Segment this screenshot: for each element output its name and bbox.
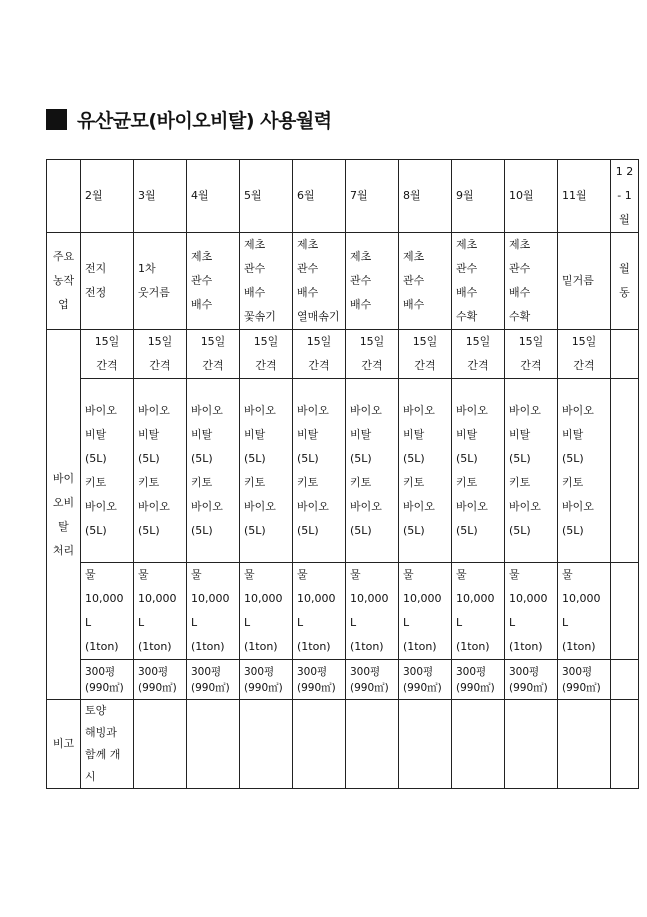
cell-line: 15일 <box>94 335 120 348</box>
month-header-last <box>611 160 639 233</box>
empty-cell <box>611 660 639 700</box>
cell-line: 제초 <box>456 238 478 251</box>
cell-line: (5L) <box>297 523 319 537</box>
empty-cell <box>558 700 611 789</box>
area-cell <box>240 660 293 700</box>
cell-line: 물 <box>244 568 255 581</box>
cell-line: L <box>562 616 569 629</box>
cell-line: (1ton) <box>297 640 331 653</box>
cell-line: 바이오 <box>456 499 488 513</box>
cell-line: 바이오 <box>350 403 382 417</box>
cell-line: 바이오 <box>562 499 594 513</box>
cell-line: 바이오 <box>85 403 117 417</box>
product-cell <box>134 379 187 563</box>
cell-line: 제초 <box>509 238 531 251</box>
crop-work-cell <box>81 233 134 330</box>
cell-line: 물 <box>191 568 202 581</box>
interval-row <box>47 330 639 379</box>
empty-cell <box>611 563 639 660</box>
cell-line: 배수 <box>244 286 266 299</box>
cell-line: (990㎡) <box>85 681 124 694</box>
crop-work-row <box>47 233 639 330</box>
water-row <box>47 563 639 660</box>
product-row <box>47 379 639 563</box>
cell-line: (990㎡) <box>403 681 442 694</box>
cell-line: 비고 <box>52 737 75 750</box>
empty-cell <box>346 700 399 789</box>
cell-line: (1ton) <box>456 640 490 653</box>
cell-line: 15일 <box>306 335 332 348</box>
cell-line: 15일 <box>465 335 491 348</box>
cell-line: 바이오 <box>350 499 382 513</box>
cell-line: 해빙과 <box>85 726 117 739</box>
cell-line: 월 <box>619 213 630 226</box>
cell-line: 관수 <box>191 274 213 287</box>
cell-line: 오비 <box>52 495 75 509</box>
cell-line: 업 <box>58 298 69 311</box>
cell-line: 간격 <box>467 359 489 372</box>
cell-line: 비탈 <box>562 427 584 441</box>
cell-line: L <box>350 616 357 629</box>
cell-line: 배수 <box>350 298 372 311</box>
interval-cell <box>134 330 187 379</box>
empty-cell <box>505 700 558 789</box>
crop-work-cell <box>346 233 399 330</box>
cell-line: 탈 <box>58 519 69 533</box>
cell-line: 15일 <box>571 335 597 348</box>
cell-line: 바이오 <box>138 499 170 513</box>
crop-work-cell <box>558 233 611 330</box>
cell-line: (5L) <box>191 523 213 537</box>
cell-line: 배수 <box>456 286 478 299</box>
cell-line: - 1 <box>617 189 632 202</box>
cell-line: (1ton) <box>244 640 278 653</box>
cell-line: 바이오 <box>191 403 223 417</box>
cell-line: 바이오 <box>509 499 541 513</box>
cell-line: 수확 <box>456 310 478 323</box>
cell-line: (5L) <box>191 451 213 465</box>
cell-line: (5L) <box>85 523 107 537</box>
cell-line: 비탈 <box>297 427 319 441</box>
area-cell <box>452 660 505 700</box>
cell-line: 바이오 <box>297 499 329 513</box>
cell-line: 바이오 <box>456 403 488 417</box>
cell-line: 제초 <box>191 250 213 263</box>
water-cell <box>505 563 558 660</box>
cell-line: (5L) <box>509 451 531 465</box>
interval-cell <box>505 330 558 379</box>
product-cell <box>346 379 399 563</box>
cell-line: 15일 <box>200 335 226 348</box>
cell-line: 처리 <box>52 543 75 557</box>
product-cell <box>505 379 558 563</box>
cell-line: 10,000 <box>85 592 124 605</box>
cell-line: 10,000 <box>244 592 283 605</box>
area-cell <box>293 660 346 700</box>
cell-line: (5L) <box>456 523 478 537</box>
cell-line: (990㎡) <box>244 681 283 694</box>
cell-line: 제초 <box>244 238 266 251</box>
area-cell <box>558 660 611 700</box>
cell-line: (990㎡) <box>456 681 495 694</box>
cell-line: L <box>138 616 145 629</box>
cell-line: L <box>297 616 304 629</box>
cell-line: 300평 <box>85 665 116 678</box>
month-header: 3월 <box>134 160 187 233</box>
water-cell <box>240 563 293 660</box>
cell-line: 바이오 <box>403 499 435 513</box>
cell-line: 관수 <box>509 262 531 275</box>
cell-line: 물 <box>350 568 361 581</box>
cell-line: 15일 <box>253 335 279 348</box>
cell-line: 관수 <box>403 274 425 287</box>
interval-cell <box>187 330 240 379</box>
cell-line: 10,000 <box>509 592 548 605</box>
water-cell <box>134 563 187 660</box>
cell-line: 키토 <box>562 475 584 489</box>
cell-line: 물 <box>509 568 520 581</box>
interval-cell <box>558 330 611 379</box>
cell-line: 시 <box>85 770 96 783</box>
cell-line: (990㎡) <box>350 681 389 694</box>
heading-square-icon <box>46 109 67 130</box>
cell-line: 300평 <box>456 665 487 678</box>
empty-cell <box>293 700 346 789</box>
empty-cell <box>187 700 240 789</box>
cell-line: (5L) <box>244 451 266 465</box>
cell-line: 10,000 <box>138 592 177 605</box>
cell-line: (5L) <box>138 523 160 537</box>
cell-line: (5L) <box>509 523 531 537</box>
cell-line: 간격 <box>255 359 277 372</box>
cell-line: 간격 <box>96 359 118 372</box>
cell-line: (5L) <box>562 523 584 537</box>
product-cell <box>558 379 611 563</box>
water-cell <box>293 563 346 660</box>
cell-line: 전지 <box>85 262 107 275</box>
cell-line: L <box>191 616 198 629</box>
product-cell <box>452 379 505 563</box>
remarks-row <box>47 700 639 789</box>
crop-work-cell <box>452 233 505 330</box>
cell-line: 밑거름 <box>562 274 594 287</box>
month-header-row <box>47 160 639 233</box>
month-header: 4월 <box>187 160 240 233</box>
cell-line: (990㎡) <box>297 681 336 694</box>
cell-line: 간격 <box>520 359 542 372</box>
cell-line: 키토 <box>403 475 425 489</box>
cell-line: L <box>509 616 516 629</box>
cell-line: 15일 <box>147 335 173 348</box>
cell-line: 15일 <box>518 335 544 348</box>
product-cell <box>81 379 134 563</box>
cell-line: 전정 <box>85 286 107 299</box>
cell-line: 농작 <box>52 274 75 287</box>
cell-line: 10,000 <box>562 592 601 605</box>
cell-line: 1 2 <box>615 165 634 178</box>
cell-line: 키토 <box>244 475 266 489</box>
crop-work-cell <box>187 233 240 330</box>
cell-line: (5L) <box>403 523 425 537</box>
cell-line: 10,000 <box>297 592 336 605</box>
empty-cell <box>611 700 639 789</box>
cell-line: 비탈 <box>85 427 107 441</box>
cell-line: 배수 <box>191 298 213 311</box>
cell-line: 15일 <box>412 335 438 348</box>
cell-line: 열매솎기 <box>297 310 340 323</box>
cell-line: 간격 <box>414 359 436 372</box>
cell-line: 바이오 <box>403 403 435 417</box>
cell-line: L <box>456 616 463 629</box>
cell-line: (5L) <box>562 451 584 465</box>
empty-cell <box>611 379 639 563</box>
cell-line: 바이오 <box>191 499 223 513</box>
area-cell <box>134 660 187 700</box>
cell-line: 키토 <box>509 475 531 489</box>
product-cell <box>187 379 240 563</box>
cell-line: 간격 <box>361 359 383 372</box>
cell-line: 300평 <box>138 665 169 678</box>
cell-line: 비탈 <box>191 427 213 441</box>
cell-line: (1ton) <box>85 640 119 653</box>
usage-calendar-table <box>46 159 639 789</box>
cell-line: 비탈 <box>403 427 425 441</box>
section-heading <box>46 106 332 133</box>
cell-line: L <box>403 616 410 629</box>
cell-line: 300평 <box>191 665 222 678</box>
crop-work-cell <box>399 233 452 330</box>
crop-work-cell-last <box>611 233 639 330</box>
cell-line: (990㎡) <box>138 681 177 694</box>
area-row <box>47 660 639 700</box>
empty-cell <box>611 330 639 379</box>
cell-line: 물 <box>562 568 573 581</box>
cell-line: 비탈 <box>244 427 266 441</box>
water-cell <box>399 563 452 660</box>
cell-line: 비탈 <box>509 427 531 441</box>
row-label-treatment <box>47 330 81 700</box>
cell-line: 간격 <box>573 359 595 372</box>
cell-line: (5L) <box>297 451 319 465</box>
product-cell <box>399 379 452 563</box>
month-header: 8월 <box>399 160 452 233</box>
cell-line: 물 <box>456 568 467 581</box>
cell-line: 키토 <box>297 475 319 489</box>
cell-line: (5L) <box>403 451 425 465</box>
cell-line: (5L) <box>85 451 107 465</box>
cell-line: (5L) <box>456 451 478 465</box>
crop-work-cell <box>240 233 293 330</box>
cell-line: (5L) <box>138 451 160 465</box>
month-header: 7월 <box>346 160 399 233</box>
area-cell <box>399 660 452 700</box>
cell-line: 관수 <box>297 262 319 275</box>
water-cell <box>558 563 611 660</box>
cell-line: (990㎡) <box>509 681 548 694</box>
cell-line: 키토 <box>350 475 372 489</box>
empty-cell <box>452 700 505 789</box>
cell-line: 10,000 <box>350 592 389 605</box>
cell-line: (1ton) <box>191 640 225 653</box>
cell-line: 300평 <box>297 665 328 678</box>
area-cell <box>346 660 399 700</box>
cell-line: 수확 <box>509 310 531 323</box>
cell-line: 바이오 <box>85 499 117 513</box>
cell-line: 비탈 <box>138 427 160 441</box>
cell-line: (1ton) <box>403 640 437 653</box>
cell-line: 주요 <box>52 250 75 263</box>
cell-line: 배수 <box>297 286 319 299</box>
cell-line: 간격 <box>202 359 224 372</box>
cell-line: (1ton) <box>138 640 172 653</box>
month-header: 10월 <box>505 160 558 233</box>
cell-line: 키토 <box>138 475 160 489</box>
cell-line: 배수 <box>403 298 425 311</box>
cell-line: 300평 <box>244 665 275 678</box>
page-title: 유산균모(바이오비탈) 사용월력 <box>77 110 332 132</box>
cell-line: 웃거름 <box>138 286 170 299</box>
cell-line: 물 <box>138 568 149 581</box>
crop-work-cell <box>134 233 187 330</box>
month-header: 5월 <box>240 160 293 233</box>
corner-cell <box>47 160 81 233</box>
row-label-remarks <box>47 700 81 789</box>
cell-line: 바이오 <box>138 403 170 417</box>
interval-cell <box>81 330 134 379</box>
month-header: 11월 <box>558 160 611 233</box>
product-cell <box>240 379 293 563</box>
cell-line: 300평 <box>562 665 593 678</box>
cell-line: L <box>85 616 92 629</box>
area-cell <box>187 660 240 700</box>
water-cell <box>346 563 399 660</box>
cell-line: (5L) <box>244 523 266 537</box>
cell-line: 관수 <box>244 262 266 275</box>
product-cell <box>293 379 346 563</box>
cell-line: 300평 <box>403 665 434 678</box>
interval-cell <box>240 330 293 379</box>
cell-line: 제초 <box>403 250 425 263</box>
cell-line: 배수 <box>509 286 531 299</box>
cell-line: 간격 <box>308 359 330 372</box>
cell-line: 15일 <box>359 335 385 348</box>
cell-line: (1ton) <box>350 640 384 653</box>
cell-line: L <box>244 616 251 629</box>
cell-line: 바이오 <box>509 403 541 417</box>
cell-line: 바이오 <box>244 499 276 513</box>
cell-line: 비탈 <box>456 427 478 441</box>
cell-line: 제초 <box>297 238 319 251</box>
cell-line: 관수 <box>456 262 478 275</box>
cell-line: 10,000 <box>191 592 230 605</box>
cell-line: (5L) <box>350 523 372 537</box>
cell-line: 바이오 <box>562 403 594 417</box>
cell-line: 10,000 <box>403 592 442 605</box>
cell-line: 함께 개 <box>85 748 121 761</box>
cell-line: 키토 <box>85 475 107 489</box>
interval-cell <box>293 330 346 379</box>
interval-cell <box>452 330 505 379</box>
cell-line: 물 <box>85 568 96 581</box>
cell-line: 바이오 <box>244 403 276 417</box>
month-header: 2월 <box>81 160 134 233</box>
cell-line: 바이 <box>52 471 75 485</box>
crop-work-cell <box>293 233 346 330</box>
water-cell <box>187 563 240 660</box>
interval-cell <box>346 330 399 379</box>
water-cell <box>81 563 134 660</box>
crop-work-cell <box>505 233 558 330</box>
remark-cell <box>81 700 134 789</box>
water-cell <box>452 563 505 660</box>
month-header: 9월 <box>452 160 505 233</box>
cell-line: 키토 <box>191 475 213 489</box>
area-cell <box>505 660 558 700</box>
cell-line: 동 <box>619 286 630 299</box>
cell-line: 제초 <box>350 250 372 263</box>
cell-line: (990㎡) <box>562 681 601 694</box>
empty-cell <box>134 700 187 789</box>
month-header: 6월 <box>293 160 346 233</box>
cell-line: 300평 <box>350 665 381 678</box>
cell-line: 간격 <box>149 359 171 372</box>
cell-line: 비탈 <box>350 427 372 441</box>
cell-line: 물 <box>403 568 414 581</box>
cell-line: 바이오 <box>297 403 329 417</box>
empty-cell <box>240 700 293 789</box>
area-cell <box>81 660 134 700</box>
cell-line: (5L) <box>350 451 372 465</box>
cell-line: 월 <box>619 262 630 275</box>
empty-cell <box>399 700 452 789</box>
cell-line: 10,000 <box>456 592 495 605</box>
cell-line: 꽃솎기 <box>244 310 276 323</box>
cell-line: (1ton) <box>509 640 543 653</box>
cell-line: 300평 <box>509 665 540 678</box>
cell-line: 키토 <box>456 475 478 489</box>
row-label-crops <box>47 233 81 330</box>
interval-cell <box>399 330 452 379</box>
cell-line: (990㎡) <box>191 681 230 694</box>
cell-line: 관수 <box>350 274 372 287</box>
cell-line: 토양 <box>85 704 107 717</box>
cell-line: 1차 <box>138 262 156 275</box>
cell-line: 물 <box>297 568 308 581</box>
cell-line: (1ton) <box>562 640 596 653</box>
